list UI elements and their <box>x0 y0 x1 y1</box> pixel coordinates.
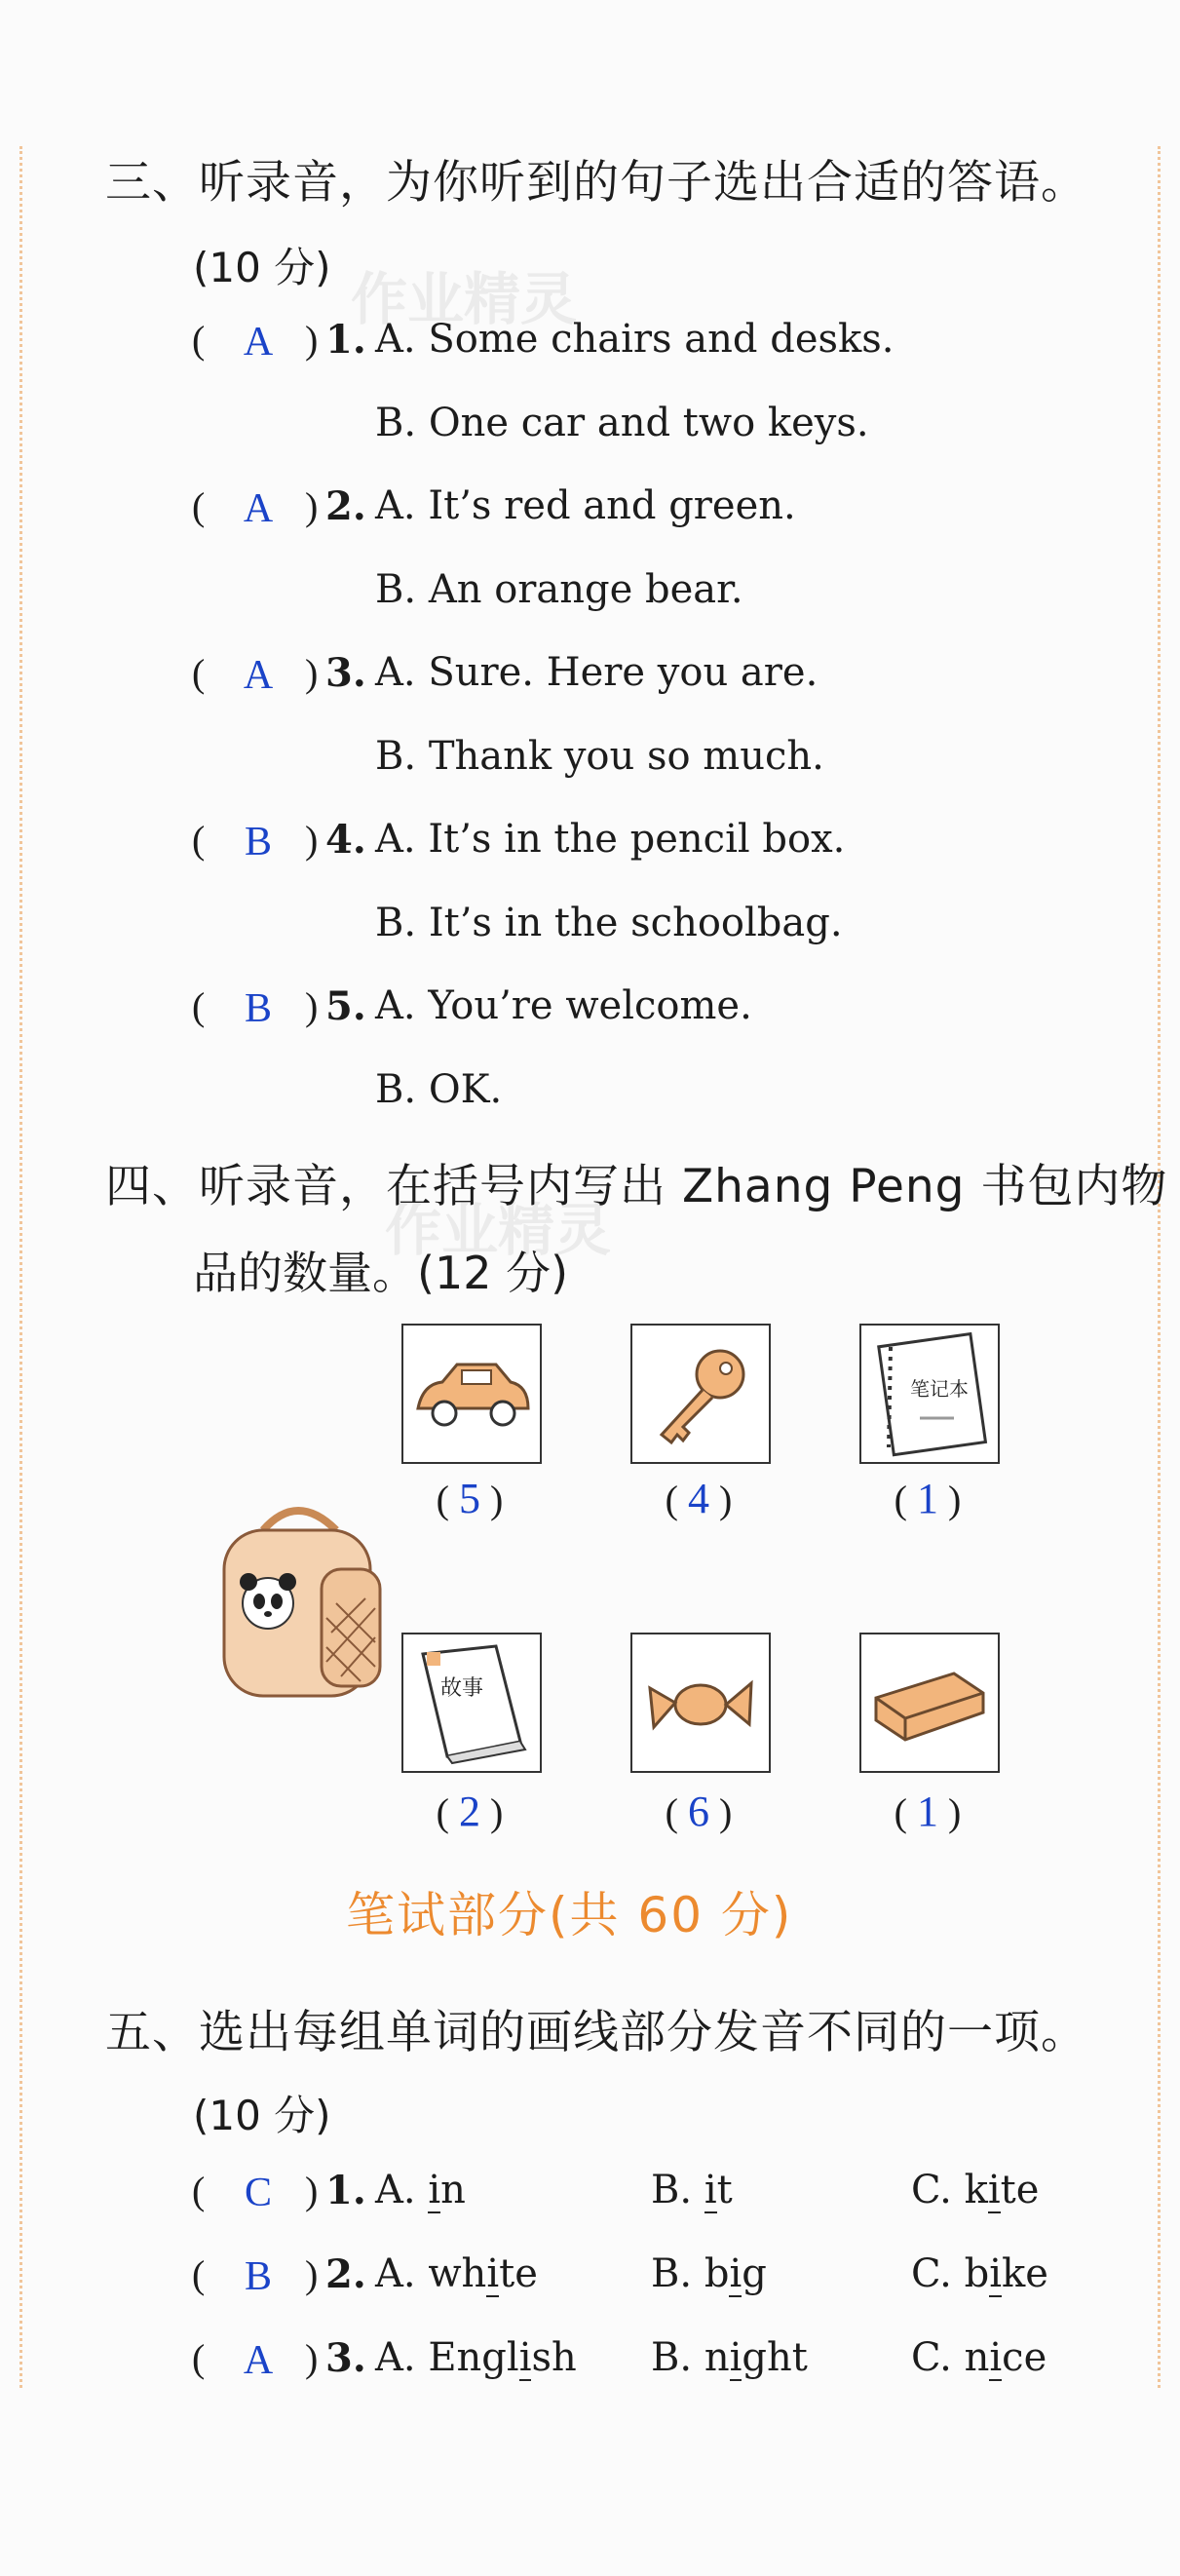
count-label <box>859 1474 996 1523</box>
option-text: B. n <box>651 2335 730 2380</box>
option-text: te <box>499 2251 538 2296</box>
right-paren: ) <box>305 484 319 528</box>
left-paren: ( <box>436 1790 459 1834</box>
right-paren: ) <box>305 984 319 1028</box>
option-b: B. It’s in the schoolbag. <box>375 901 843 945</box>
count-label <box>630 1787 767 1836</box>
watermark: 作业精灵 <box>385 1197 612 1263</box>
option-text: B. b <box>651 2251 730 2296</box>
answer-letter: A <box>243 486 274 531</box>
svg-text:笔记本: 笔记本 <box>910 1377 969 1401</box>
question-number: 5. <box>325 983 366 1029</box>
written-part-title: 笔试部分(共 60 分) <box>346 1887 793 1943</box>
option-a <box>375 2335 577 2381</box>
right-paren: ) <box>305 818 319 862</box>
right-paren: ) <box>709 1478 733 1521</box>
question-number: 1. <box>325 317 366 363</box>
right-paren: ) <box>709 1790 733 1834</box>
left-paren: ( <box>436 1478 459 1521</box>
section5-points: (10 分) <box>193 2092 331 2139</box>
underlined-letter: i <box>729 2251 742 2296</box>
section3-heading: 三、听录音，为你听到的句子选出合适的答语。 <box>105 156 1087 210</box>
left-paren: ( <box>192 651 206 695</box>
question-number: 2. <box>325 483 366 529</box>
option-b <box>651 2168 733 2213</box>
question-number: 2. <box>325 2251 366 2297</box>
option-b: B. An orange bear. <box>375 567 743 612</box>
toy-car-icon <box>401 1324 542 1464</box>
option-a <box>375 2168 466 2213</box>
answer-letter: A <box>243 320 274 365</box>
section5-heading: 五、选出每组单词的画线部分发音不同的一项。 <box>105 2006 1087 2059</box>
option-a: A. You’re welcome. <box>375 983 752 1028</box>
count-value: 1 <box>917 1788 938 1835</box>
count-value: 2 <box>459 1788 480 1835</box>
count-value: 6 <box>688 1788 709 1835</box>
option-text: te <box>1000 2168 1040 2212</box>
left-paren: ( <box>192 2169 206 2212</box>
option-a: A. It’s in the pencil box. <box>375 817 846 862</box>
right-paren: ) <box>480 1478 504 1521</box>
option-text: A. <box>375 2168 429 2212</box>
answer-letter: A <box>243 2338 274 2383</box>
option-text: t <box>716 2168 733 2212</box>
section4-heading-line2: 品的数量。(12 分) <box>193 1247 569 1299</box>
underlined-letter: i <box>518 2335 532 2380</box>
underlined-letter: i <box>486 2251 500 2296</box>
option-text: ght <box>742 2335 808 2380</box>
option-a: A. It’s red and green. <box>375 483 796 528</box>
right-paren: ) <box>938 1478 962 1521</box>
left-paren: ( <box>894 1478 917 1521</box>
svg-text:故事: 故事 <box>440 1676 484 1701</box>
option-text: A. Engl <box>375 2335 519 2380</box>
answer-letter: B <box>244 2254 272 2299</box>
option-text: C. n <box>911 2335 990 2380</box>
right-paren: ) <box>305 2336 319 2380</box>
option-b <box>651 2251 767 2297</box>
underlined-letter: i <box>989 2335 1003 2380</box>
count-value: 1 <box>917 1475 938 1522</box>
left-paren: ( <box>192 2336 206 2380</box>
left-paren: ( <box>192 818 206 862</box>
option-text: ke <box>1002 2251 1048 2296</box>
count-label <box>401 1787 538 1836</box>
right-paren: ) <box>305 318 319 362</box>
right-paren: ) <box>305 2252 319 2296</box>
option-text: ce <box>1002 2335 1047 2380</box>
option-text: A. wh <box>375 2251 487 2296</box>
count-value: 4 <box>688 1475 709 1522</box>
option-text: n <box>440 2168 466 2212</box>
option-c <box>911 2168 1039 2213</box>
question-number: 1. <box>325 2168 366 2213</box>
count-value: 5 <box>459 1475 480 1522</box>
option-c <box>911 2251 1048 2297</box>
left-dotted-border <box>19 146 22 2388</box>
left-paren: ( <box>192 984 206 1028</box>
left-paren: ( <box>665 1478 688 1521</box>
right-dotted-border <box>1158 146 1161 2388</box>
left-paren: ( <box>665 1790 688 1834</box>
option-a: A. Some chairs and desks. <box>375 317 895 362</box>
right-paren: ) <box>305 2169 319 2212</box>
option-text: B. <box>651 2168 704 2212</box>
question-number: 4. <box>325 817 366 863</box>
option-b: B. Thank you so much. <box>375 734 824 779</box>
underlined-letter: i <box>729 2335 742 2380</box>
question-number: 3. <box>325 650 366 696</box>
option-a: A. Sure. Here you are. <box>375 650 818 695</box>
count-label <box>859 1787 996 1836</box>
option-text: g <box>742 2251 767 2296</box>
count-label <box>401 1474 538 1523</box>
answer-letter: B <box>244 820 272 865</box>
option-c <box>911 2335 1047 2381</box>
option-text: sh <box>531 2335 577 2380</box>
count-label <box>630 1474 767 1523</box>
pencil-box-icon <box>859 1633 1000 1773</box>
key-icon <box>630 1324 771 1464</box>
option-b: B. OK. <box>375 1067 503 1112</box>
section3-points: (10 分) <box>193 244 331 291</box>
option-text: C. k <box>911 2168 988 2212</box>
answer-letter: A <box>243 653 274 698</box>
underlined-letter: i <box>987 2168 1001 2212</box>
left-paren: ( <box>192 2252 206 2296</box>
watermark: 作业精灵 <box>351 266 578 332</box>
underlined-letter: i <box>704 2168 717 2212</box>
answer-letter: B <box>244 986 272 1031</box>
right-paren: ) <box>480 1790 504 1834</box>
underlined-letter: i <box>428 2168 441 2212</box>
option-b: B. One car and two keys. <box>375 401 869 445</box>
left-paren: ( <box>894 1790 917 1834</box>
section4-heading: 四、听录音，在括号内写出 Zhang Peng 书包内物 <box>105 1160 1168 1213</box>
answer-letter: C <box>244 2171 272 2215</box>
right-paren: ) <box>305 651 319 695</box>
storybook-icon <box>401 1633 542 1773</box>
left-paren: ( <box>192 484 206 528</box>
option-b <box>651 2335 808 2381</box>
notebook-icon <box>859 1324 1000 1464</box>
candy-icon <box>630 1633 771 1773</box>
backpack-icon <box>205 1491 390 1706</box>
option-a <box>375 2251 538 2297</box>
underlined-letter: i <box>989 2251 1003 2296</box>
option-text: C. b <box>911 2251 990 2296</box>
left-paren: ( <box>192 318 206 362</box>
question-number: 3. <box>325 2335 366 2381</box>
right-paren: ) <box>938 1790 962 1834</box>
